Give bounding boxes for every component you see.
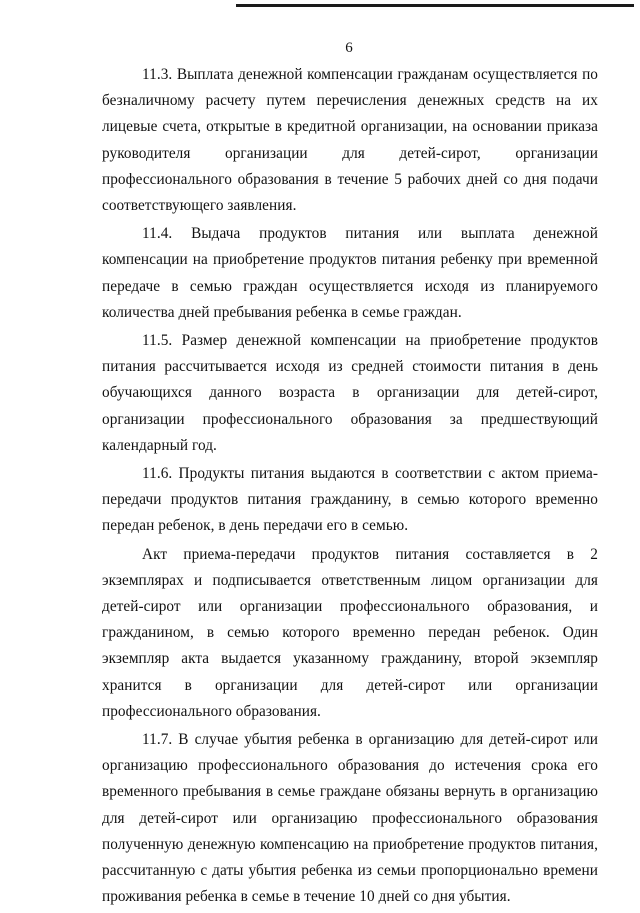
document-body (102, 62, 598, 913)
paragraph-act-transfer: Акт приема-передачи продуктов питания составляется в 2 экземплярах и подписывается ответственным лицом организации для детей-сирот или организации профессионального образования, и гражданином, в семью которого временно передан ребенок. Один экземпляр акта выдается указанному гражданину, второй экземпляр хранится в организации для детей-сирот или организации профессионального образования. (102, 545, 598, 720)
paragraph-11-6: 11.6. Продукты питания выдаются в соответствии с актом приема-передачи продуктов питания гражданину, в семью которого временно передан ребенок, в день передачи его в семью. (102, 465, 598, 535)
page-number: 6 (345, 40, 353, 56)
paragraph-11-7: 11.7. В случае убытия ребенка в организацию для детей-сирот или организацию профессионального образования до истечения срока его временного пребывания в семье граждане обязаны вернуть в организацию для детей-сирот или организацию профессионального образования полученную денежную компенсацию на приобретение продуктов питания, рассчитанную с даты убытия ребенка из семьи пропорционально времени проживания ребенка в семье в течение 10 дней со дня убытия. (102, 731, 598, 906)
paragraph-11-3: 11.3. Выплата денежной компенсации гражданам осуществляется по безналичному расчету путем перечисления денежных средств на их лицевые счета, открытые в кредитной организации, на основании приказа руководителя организации для детей-сирот, организации профессионального образования в течение 5 рабочих дней со дня подачи соответствующего заявления. (102, 66, 598, 215)
paragraph-11-5: 11.5. Размер денежной компенсации на приобретение продуктов питания рассчитывается исходя из средней стоимости питания в день обучающихся данного возраста в организации для детей-сирот, организации профессионального образования за предшествующий календарный год. (102, 332, 598, 454)
top-border-line (236, 4, 634, 7)
paragraph-11-4: 11.4. Выдача продуктов питания или выплата денежной компенсации на приобретение продуктов питания ребенку при временной передаче в семью граждан осуществляется исходя из планируемого количества дней пребывания ребенка в семье граждан. (102, 225, 598, 321)
